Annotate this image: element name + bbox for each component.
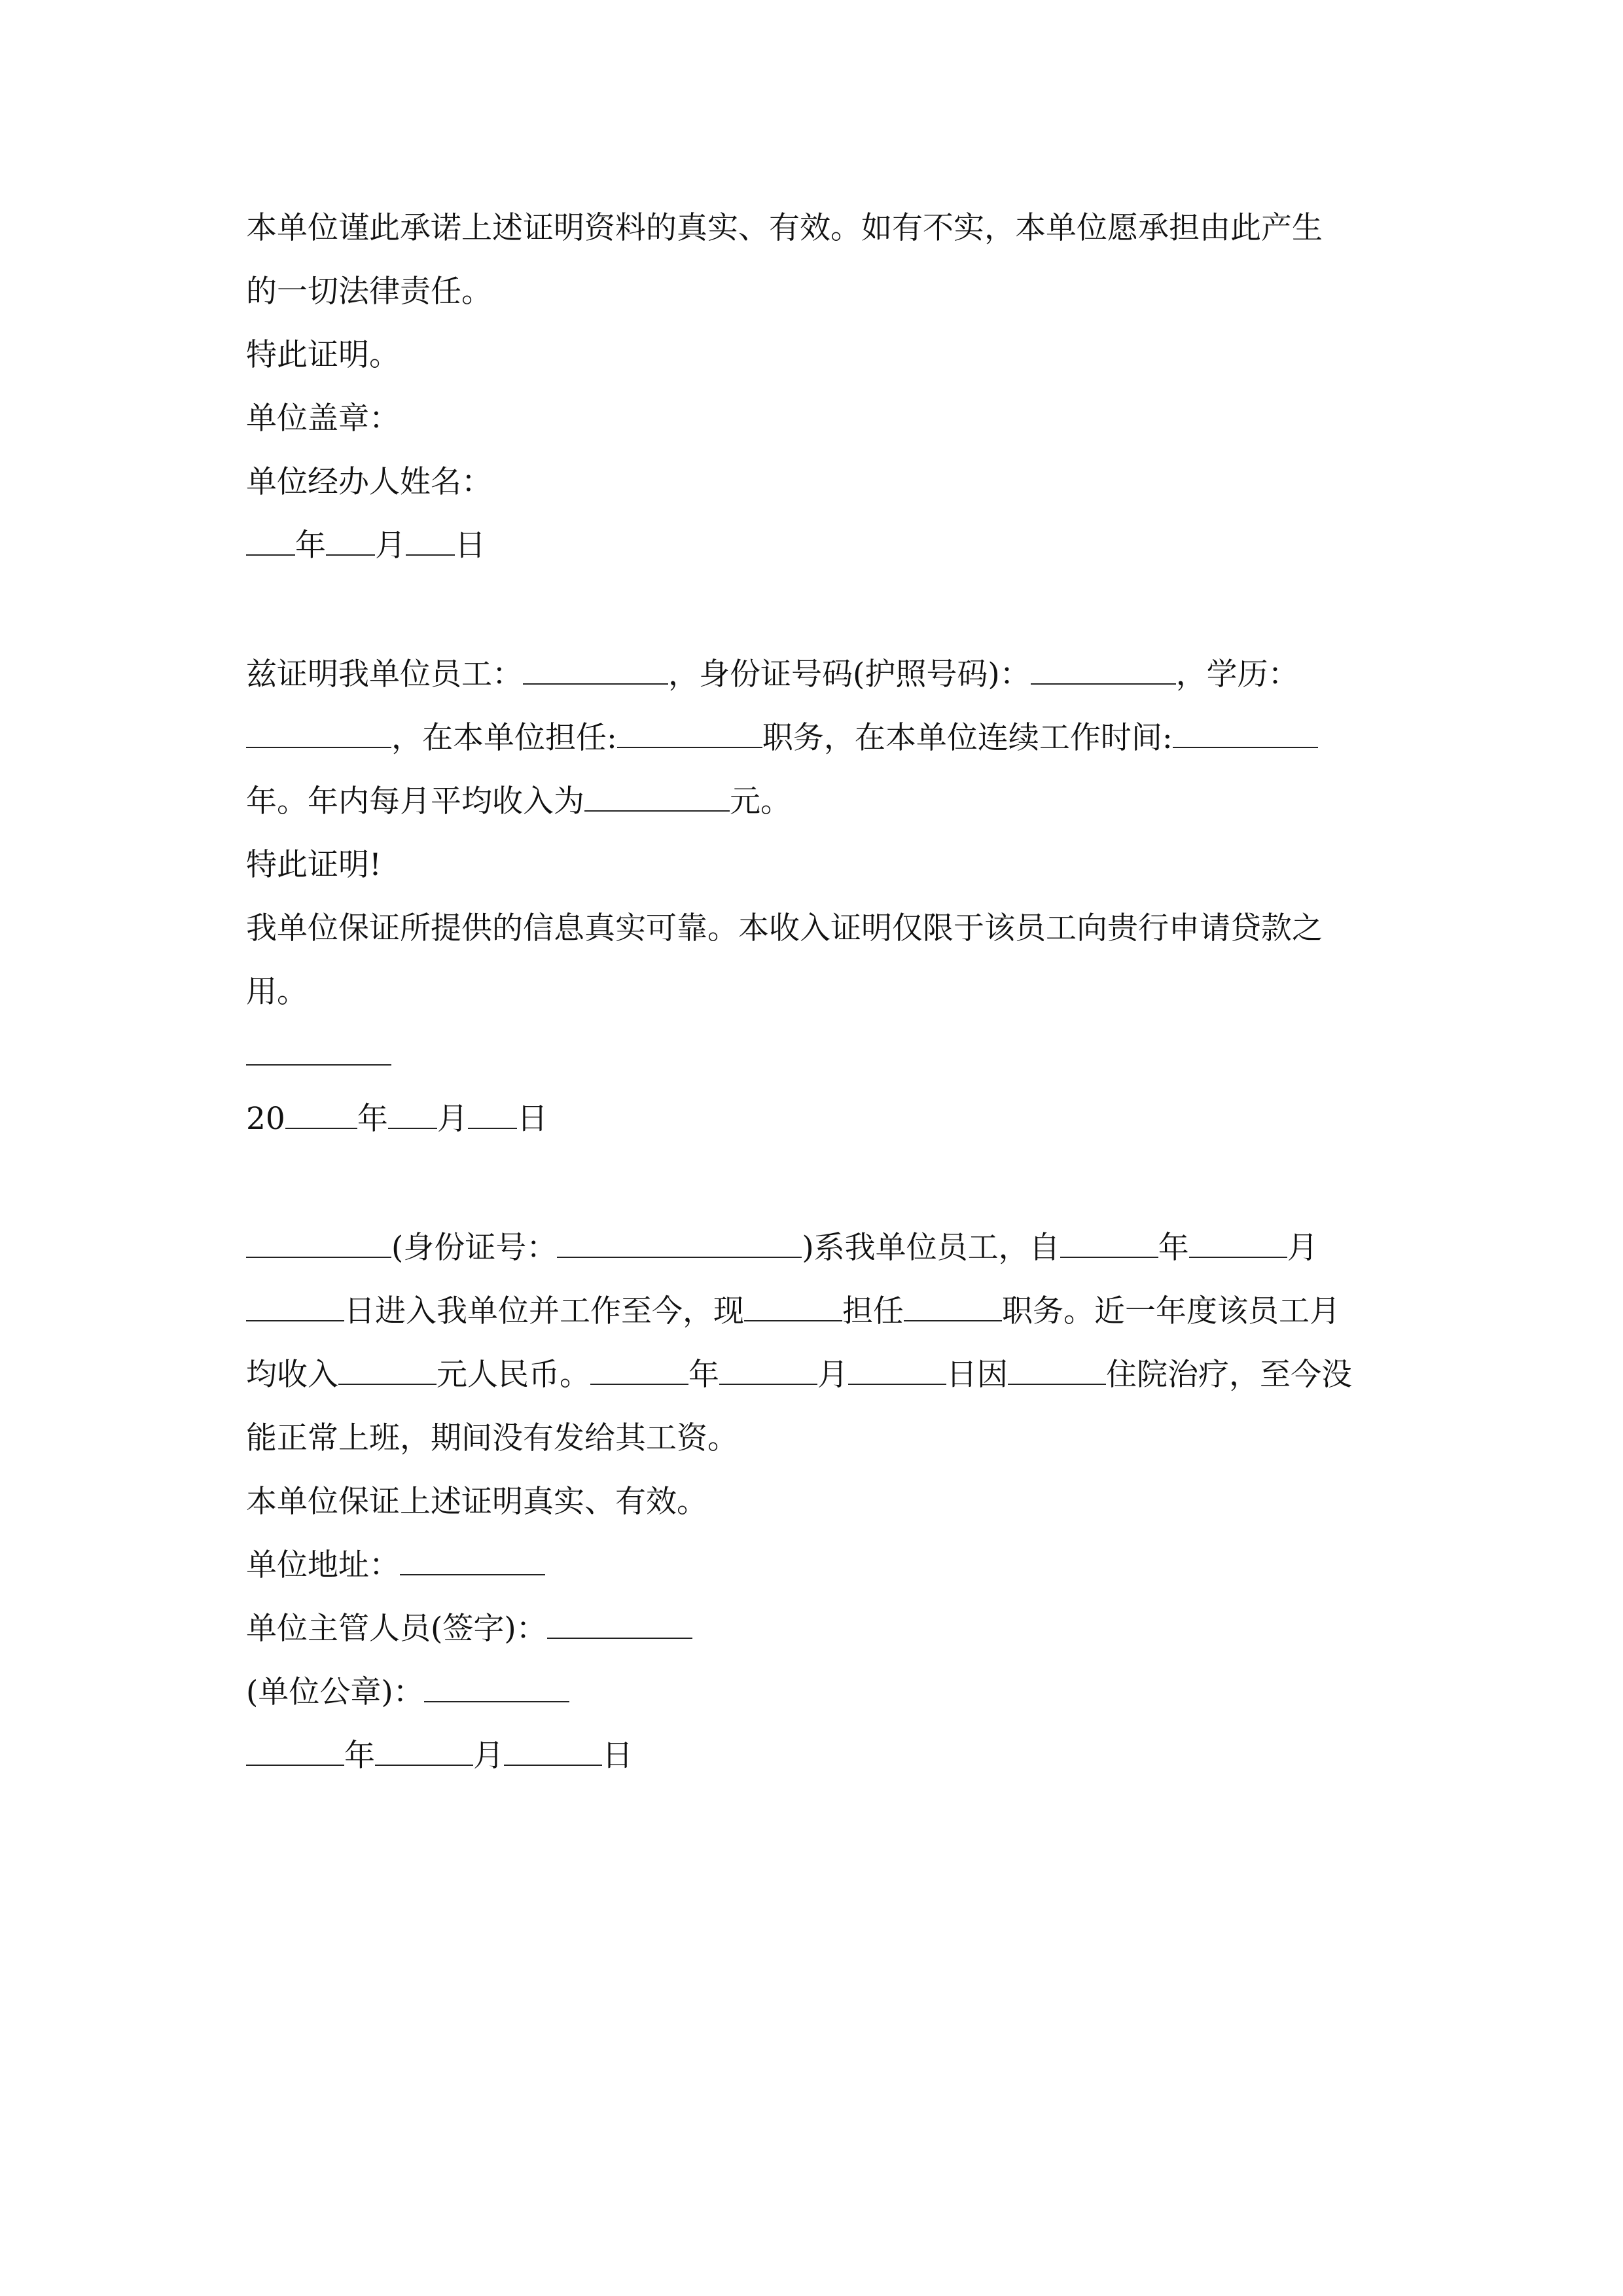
s2-text: 兹证明我单位员工： [246,656,523,692]
s3-text: 担任 [842,1293,904,1329]
month-label: 月 [437,1101,468,1137]
s3-line4: 能正常上班，期间没有发给其工资。 [246,1420,738,1456]
hospital-year-blank[interactable] [590,1357,688,1385]
s2-text: ，学历： [1175,656,1299,692]
address-label: 单位地址： [246,1547,400,1583]
hospital-month-blank[interactable] [719,1357,817,1385]
s1-line2: 的一切法律责任。 [246,274,492,310]
supervisor-blank[interactable] [547,1611,692,1639]
name-blank[interactable] [246,1230,391,1258]
s1-handler-label: 单位经办人姓名： [246,464,492,500]
month-blank[interactable] [375,1738,473,1766]
s3-text: 日因 [946,1357,1008,1393]
s3-text: 月 [817,1357,848,1393]
day-label: 日 [602,1738,633,1774]
s1-seal-label: 单位盖章： [246,401,400,437]
s3-seal-line [246,1660,1378,1724]
s2-text: 职务，在本单位连续工作时间: [762,720,1173,756]
s3-text: 日进入我单位并工作至今，现 [344,1293,744,1329]
s3-text: )系我单位员工，自 [802,1230,1060,1266]
s1-date-line [246,514,1378,577]
education-blank[interactable] [246,721,391,748]
start-year-blank[interactable] [1060,1230,1158,1258]
s2-text: 元。 [730,783,791,819]
supervisor-label: 单位主管人员(签字)： [246,1611,547,1647]
s3-text: 月 [1287,1230,1318,1266]
position-blank[interactable] [904,1294,1002,1321]
document-page [246,196,1378,1787]
year-blank[interactable] [246,528,295,556]
spacer [246,577,1378,643]
address-blank[interactable] [400,1548,545,1575]
s3-supervisor-line [246,1597,1378,1660]
s2-text: ，在本单位担任: [391,720,617,756]
s2-line3 [246,770,1378,833]
s3-date-line [246,1724,1378,1787]
s2-signature-line [246,1024,1378,1087]
hospital-day-blank[interactable] [848,1357,946,1385]
day-blank[interactable] [468,1102,517,1129]
income-blank[interactable] [338,1357,437,1385]
day-label: 日 [455,528,486,564]
month-blank[interactable] [326,528,375,556]
year-prefix: 20 [246,1101,285,1137]
year-blank[interactable] [285,1102,357,1129]
reason-blank[interactable] [1008,1357,1106,1385]
seal-blank[interactable] [424,1675,569,1702]
work-years-blank[interactable] [1173,721,1318,748]
s2-date-line [246,1087,1378,1151]
year-label: 年 [357,1101,388,1137]
department-blank[interactable] [744,1294,842,1321]
s3-text: 均收入 [246,1357,338,1393]
s3-text: (身份证号： [391,1230,558,1266]
day-blank[interactable] [406,528,455,556]
s3-line3 [246,1343,1378,1407]
start-day-blank[interactable] [246,1294,344,1321]
s2-line2 [246,706,1378,770]
employee-name-blank[interactable] [523,657,668,685]
s3-text: 职务。近一年度该员工月 [1002,1293,1340,1329]
position-blank[interactable] [617,721,762,748]
s2-guarantee-end: 用。 [246,974,308,1010]
s3-text: 元人民币。 [437,1357,590,1393]
start-month-blank[interactable] [1189,1230,1287,1258]
s3-line2 [246,1280,1378,1343]
year-blank[interactable] [246,1738,344,1766]
s3-line1 [246,1216,1378,1280]
s2-text: ，身份证号码(护照号码)： [668,656,1031,692]
spacer [246,1151,1378,1216]
id-number-blank[interactable] [557,1230,802,1258]
s2-guarantee: 我单位保证所提供的信息真实可靠。本收入证明仅限于该员工向贵行申请贷款之 [246,910,1323,946]
income-blank[interactable] [584,784,730,812]
s3-text: 年 [1158,1230,1189,1266]
s1-certify: 特此证明。 [246,337,400,373]
month-label: 月 [375,528,406,564]
s3-address-line [246,1534,1378,1597]
day-blank[interactable] [504,1738,602,1766]
day-label: 日 [516,1101,548,1137]
month-label: 月 [473,1738,504,1774]
s3-guarantee: 本单位保证上述证明真实、有效。 [246,1484,707,1520]
s2-certify: 特此证明! [246,847,382,883]
id-number-blank[interactable] [1031,657,1176,685]
year-label: 年 [295,528,326,564]
s3-text: 住院治疗，至今没 [1106,1357,1352,1393]
s2-text: 年。年内每月平均收入为 [246,783,584,819]
month-blank[interactable] [388,1102,437,1129]
s3-text: 年 [688,1357,719,1393]
year-label: 年 [344,1738,375,1774]
seal-label: (单位公章)： [246,1674,424,1710]
signature-blank[interactable] [246,1038,391,1066]
s1-line1: 本单位谨此承诺上述证明资料的真实、有效。如有不实，本单位愿承担由此产生 [246,210,1323,246]
s2-line1 [246,643,1378,706]
